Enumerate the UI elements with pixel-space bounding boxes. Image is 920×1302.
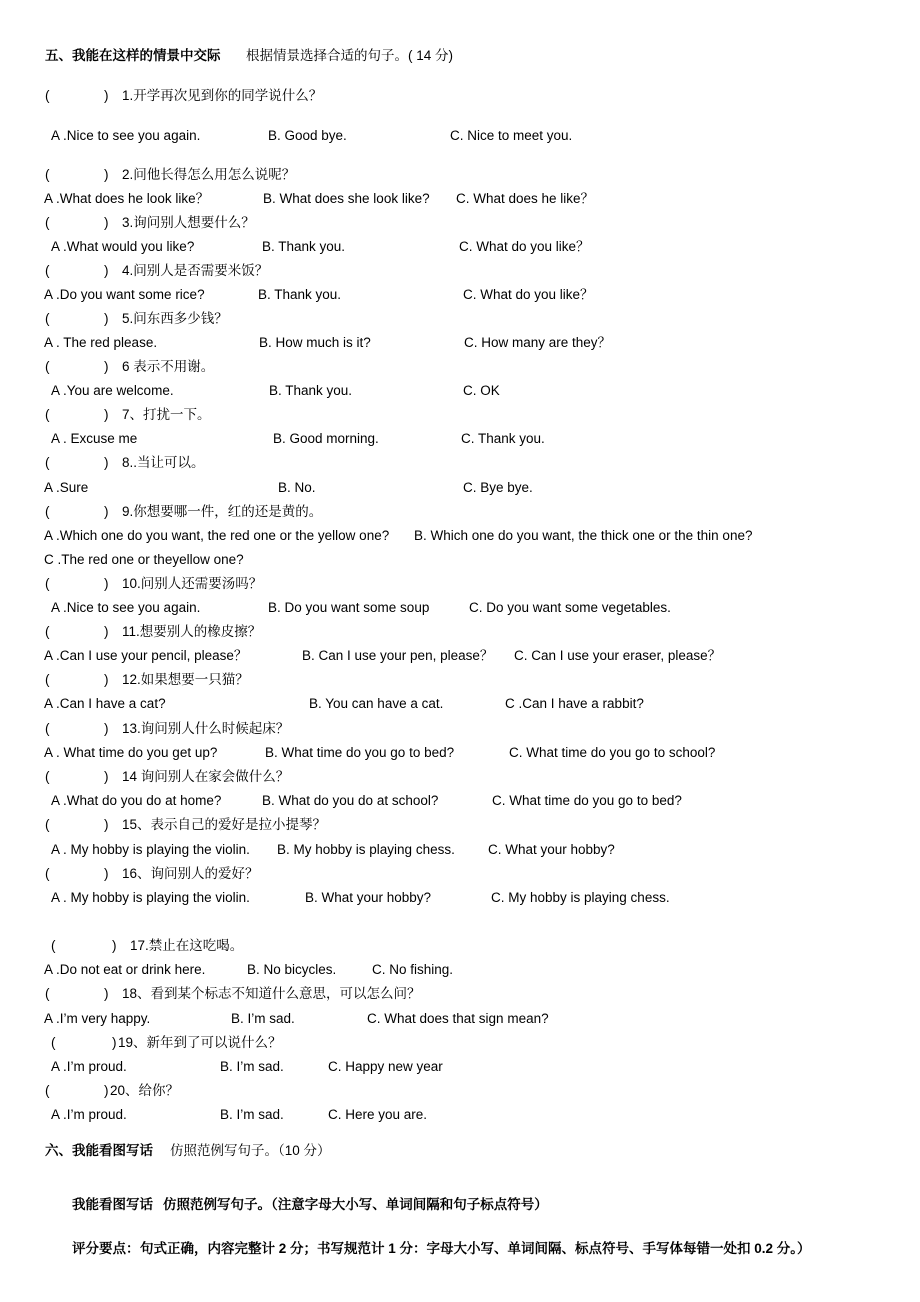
section5-instruction: 根据情景选择合适的句子。( 14 分) <box>246 48 454 63</box>
option-b: B. Do you want some soup <box>268 600 430 615</box>
option-b: B. Thank you. <box>262 239 346 254</box>
question-text: 16、询问别人的爱好？ <box>122 866 259 881</box>
option-c: C. What do you like？ <box>459 239 590 254</box>
option-a: A .I’m proud. <box>51 1059 127 1074</box>
answer-paren-open: ( <box>45 311 50 326</box>
option-a: A .Do you want some rice? <box>44 287 205 302</box>
option-b: B. I’m sad. <box>220 1059 284 1074</box>
option-c: C. What do you like？ <box>463 287 594 302</box>
option-a: A .I’m very happy. <box>44 1011 151 1026</box>
option-b: B. No bicycles. <box>247 962 337 977</box>
option-b: B. Thank you. <box>269 383 353 398</box>
question-text: 9.你想要哪一件，红的还是黄的。 <box>122 504 323 519</box>
option-a: A . Excuse me <box>51 431 138 446</box>
option-b: B. I’m sad. <box>220 1107 284 1122</box>
option-b: B. Which one do you want, the thick one or the thin one? <box>414 528 753 543</box>
option-c: C .The red one or theyellow one? <box>44 552 244 567</box>
answer-paren-close: ) <box>104 407 109 422</box>
answer-paren-close: ) <box>104 769 109 784</box>
answer-paren-close: ) <box>104 504 109 519</box>
answer-paren-close: ) <box>104 672 109 687</box>
option-a: A .Nice to see you again. <box>51 128 201 143</box>
option-b: B. What time do you go to bed? <box>265 745 455 760</box>
option-a: A .Can I have a cat? <box>44 696 166 711</box>
answer-paren-close: ) <box>104 721 109 736</box>
section5-title: 五、我能在这样的情景中交际 <box>45 48 221 63</box>
option-c: C. What does he like？ <box>456 191 595 206</box>
option-c: C. Can I use your eraser, please？ <box>514 648 722 663</box>
option-b: B. Can I use your pen, please？ <box>302 648 494 663</box>
option-c: C. OK <box>463 383 500 398</box>
answer-paren-close: ) <box>104 576 109 591</box>
answer-paren-open: ( <box>45 215 50 230</box>
answer-paren-close: ) <box>112 1035 117 1050</box>
option-c: C. Do you want some vegetables. <box>469 600 671 615</box>
question-text: 2.问他长得怎么用怎么说呢？ <box>122 167 296 182</box>
answer-paren-open: ( <box>45 672 50 687</box>
option-b: B. How much is it? <box>259 335 371 350</box>
answer-paren-open: ( <box>45 88 50 103</box>
option-b: B. I’m sad. <box>231 1011 295 1026</box>
question-text: 10.问别人还需要汤吗？ <box>122 576 263 591</box>
answer-paren-close: ) <box>104 1083 109 1098</box>
option-a: A .Do not eat or drink here. <box>44 962 206 977</box>
answer-paren-open: ( <box>45 504 50 519</box>
section6-instruction: 仿照范例写句子。（10 分） <box>170 1143 331 1158</box>
answer-paren-close: ) <box>104 866 109 881</box>
option-a: A . The red please. <box>44 335 158 350</box>
option-a: A .Nice to see you again. <box>51 600 201 615</box>
question-text: 19、新年到了可以说什么？ <box>118 1035 282 1050</box>
question-text: 15、表示自己的爱好是拉小提琴？ <box>122 817 327 832</box>
option-a: A . What time do you get up? <box>44 745 218 760</box>
answer-paren-open: ( <box>45 576 50 591</box>
option-b: B. My hobby is playing chess. <box>277 842 455 857</box>
answer-paren-open: ( <box>45 769 50 784</box>
scoring-label: 评分要点： <box>72 1241 140 1256</box>
option-a: A .What do you do at home? <box>51 793 222 808</box>
option-a: A .Sure <box>44 480 89 495</box>
question-text: 12.如果想要一只猫？ <box>122 672 249 687</box>
option-c: C. What does that sign mean? <box>367 1011 549 1026</box>
answer-paren-open: ( <box>45 986 50 1001</box>
answer-paren-open: ( <box>51 938 56 953</box>
option-c: C. Here you are. <box>328 1107 428 1122</box>
scoring-text: 句式正确，内容完整计 2 分；书写规范计 1 分：字母大小写、单词间隔、标点符号、手写体每错一处扣 0.2 分。） <box>140 1241 811 1256</box>
note-text: 仿照范例写句子。（注意字母大小写、单词间隔和句子标点符号） <box>163 1197 548 1212</box>
question-text: 20、给你？ <box>110 1083 180 1098</box>
question-text: 14 询问别人在家会做什么？ <box>122 769 290 784</box>
question-text: 8..当让可以。 <box>122 455 205 470</box>
question-text: 4.问别人是否需要米饭？ <box>122 263 269 278</box>
option-a: A .You are welcome. <box>51 383 174 398</box>
question-text: 7、打扰一下。 <box>122 407 211 422</box>
option-a: A .What does he look like？ <box>44 191 210 206</box>
option-c: C. What time do you go to school? <box>509 745 716 760</box>
question-text: 18、看到某个标志不知道什么意思，可以怎么问？ <box>122 986 421 1001</box>
answer-paren-open: ( <box>45 817 50 832</box>
question-text: 1.开学再次见到你的同学说什么？ <box>122 88 323 103</box>
answer-paren-close: ) <box>112 938 117 953</box>
answer-paren-open: ( <box>45 1083 50 1098</box>
answer-paren-close: ) <box>104 263 109 278</box>
option-c: C. What time do you go to bed? <box>492 793 682 808</box>
option-c: C. Bye bye. <box>463 480 533 495</box>
answer-paren-open: ( <box>45 721 50 736</box>
option-c: C. My hobby is playing chess. <box>491 890 670 905</box>
option-c: C. No fishing. <box>372 962 454 977</box>
option-b: B. What does she look like? <box>263 191 430 206</box>
answer-paren-open: ( <box>45 455 50 470</box>
question-text: 13.询问别人什么时候起床？ <box>122 721 290 736</box>
answer-paren-open: ( <box>45 263 50 278</box>
answer-paren-close: ) <box>104 624 109 639</box>
answer-paren-open: ( <box>45 866 50 881</box>
answer-paren-close: ) <box>104 455 109 470</box>
option-c: C. Happy new year <box>328 1059 443 1074</box>
option-a: A .I’m proud. <box>51 1107 127 1122</box>
question-text: 6 表示不用谢。 <box>122 359 215 374</box>
option-b: B. Thank you. <box>258 287 342 302</box>
answer-paren-close: ) <box>104 817 109 832</box>
option-a: A . My hobby is playing the violin. <box>51 890 250 905</box>
option-b: B. What do you do at school? <box>262 793 439 808</box>
question-text: 17.禁止在这吃喝。 <box>130 938 244 953</box>
answer-paren-open: ( <box>45 624 50 639</box>
answer-paren-close: ) <box>104 215 109 230</box>
option-b: B. You can have a cat. <box>309 696 444 711</box>
option-c: C. What your hobby? <box>488 842 615 857</box>
answer-paren-open: ( <box>45 407 50 422</box>
answer-paren-open: ( <box>51 1035 56 1050</box>
option-a: A .Can I use your pencil, please？ <box>44 648 248 663</box>
answer-paren-close: ) <box>104 311 109 326</box>
option-b: B. What your hobby? <box>305 890 432 905</box>
section6-title: 六、我能看图写话 <box>45 1143 153 1158</box>
option-c: C .Can I have a rabbit? <box>505 696 644 711</box>
answer-paren-close: ) <box>104 88 109 103</box>
answer-paren-close: ) <box>104 167 109 182</box>
question-text: 3.询问别人想要什么？ <box>122 215 255 230</box>
option-c: C. How many are they？ <box>464 335 612 350</box>
option-b: B. Good bye. <box>268 128 347 143</box>
option-b: B. No. <box>278 480 316 495</box>
option-b: B. Good morning. <box>273 431 379 446</box>
answer-paren-open: ( <box>45 167 50 182</box>
option-c: C. Thank you. <box>461 431 545 446</box>
option-a: A .Which one do you want, the red one or the yellow one? <box>44 528 390 543</box>
answer-paren-close: ) <box>104 359 109 374</box>
option-c: C. Nice to meet you. <box>450 128 573 143</box>
option-a: A .What would you like? <box>51 239 195 254</box>
option-a: A . My hobby is playing the violin. <box>51 842 250 857</box>
question-text: 11.想要别人的橡皮擦？ <box>122 624 262 639</box>
note-title: 我能看图写话 <box>72 1197 153 1212</box>
answer-paren-open: ( <box>45 359 50 374</box>
question-text: 5.问东西多少钱？ <box>122 311 228 326</box>
answer-paren-close: ) <box>104 986 109 1001</box>
